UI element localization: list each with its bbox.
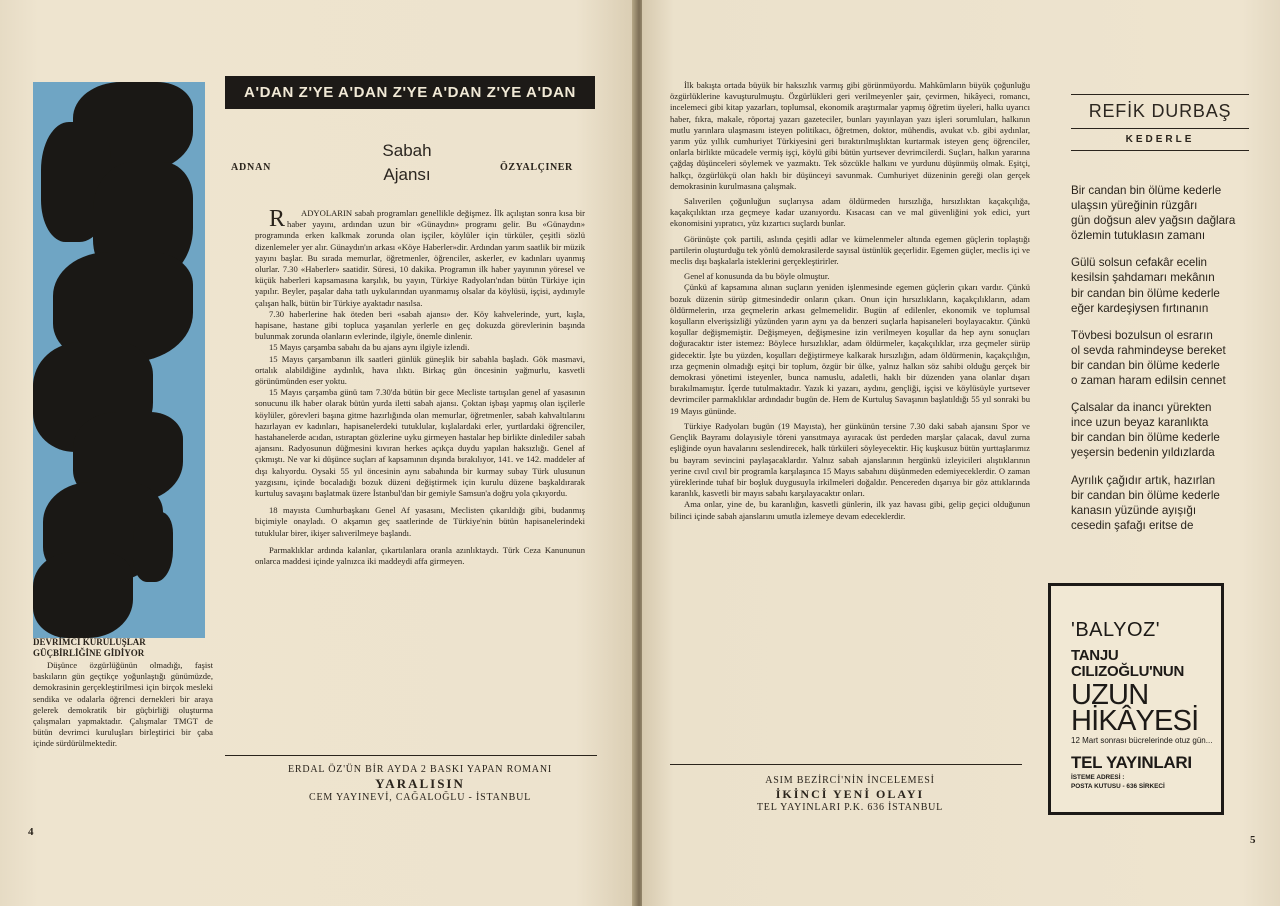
author-first-name: ADNAN bbox=[231, 162, 272, 173]
advert-book-title: UZUN HİKÂYESİ bbox=[1071, 679, 1199, 737]
divider bbox=[225, 755, 597, 756]
sidebar-heading: DEVRİMCİ KURULUŞLAR GÜÇBİRLİĞİNE GİDİYOR bbox=[33, 637, 146, 658]
article-paragraph: Parmaklıklar ardında kalanlar, çıkartılanlara oranla azınlıktaydı. Türk Ceza Kanununun onlarca maddesi içinde yalnızca iki maddeydi affa girmeyen. bbox=[255, 544, 585, 567]
advert-line: ERDAL ÖZ'ÜN BİR AYDA 2 BASKI YAPAN ROMANI bbox=[288, 764, 552, 775]
article-paragraph: İlk bakışta ortada büyük bir haksızlık varmış gibi görünmüyordu. Mahkûmların büyük çoğunluğu özgürlüklerine kavuşturulmuştu. Özgürlükleri geri verilmeyenler şair, çevirmen, hikâyeci, romancı, incelemeci gibi kitap yazarları, toplumsal, ekonomik araştırmalar yapmış öğretim üyeleri, halkı uyarıcı haber, fıkra, makale, röportaj yazarı gazeteciler, bunları yayınlayan yazı işleri sorumluları, halkının mutlu yarınlara ulaşmasını isteyen politikacı, öğretmen, doktor, mühendis, avukat v.b. gibi aydınlar, yarım yüz yıllık cumhuriyet Türkiyesini geri bıraktırılmışlıktan kurtarmak isteyen genç öğrenciler, onlarla birlikte mücadele vermiş işçi, köylü gibi bütün yurtsever devrimcilerdi. Suçları, halkın yararına çağdaş düşünceleri söylemek ve yazmaktı. Tek sözcükle halkını ve yurdunu düşünmüş olmak. Eşitçi, halkçı, özgürlükçü olan haklı bir düşünceyi savunmak. Cumhuriyet düzeninin gereği olan gerçek demokrasinin kurulmasına çalışmak. bbox=[670, 80, 1030, 191]
poem-stanza: Bir candan bin ölüme kederle ulaşsın yüreğinin rüzgârı gün doğsun alev yağsın dağlara özlemin tutuklasın zamanı bbox=[1071, 184, 1236, 243]
article-paragraph: 18 mayısta Cumhurbaşkanı Genel Af yasasını, Meclisten çıkarıldığı gibi, budanmış biçimiyle onayladı. O akşamın geç saatlerinde de Türkiye'nin bütün hapisanelerindeki tutuklular birer, ikişer salıverilmeye başlandı. bbox=[255, 505, 585, 538]
divider bbox=[1071, 150, 1249, 151]
article-continuation bbox=[670, 80, 1030, 522]
author-last-name: ÖZYALÇINER bbox=[500, 162, 573, 173]
book-advert bbox=[670, 774, 1030, 815]
book-advert-box bbox=[1048, 583, 1224, 815]
article-paragraph: Genel af konusunda da bu böyle olmuştur. bbox=[684, 271, 830, 282]
poem-body bbox=[1071, 183, 1261, 545]
poem-stanza: Gülü solsun cefakâr ecelin kesilsin şahdamarı mekânın bir candan bin ölüme kederle eğer kardeşiysen fırtınanın bbox=[1071, 256, 1220, 315]
advert-author: TANJU CILIZOĞLU'NUN bbox=[1071, 647, 1184, 680]
article-paragraph: R ADYOLARIN sabah programları genellikle değişmez. İlk açılıştan sonra kısa bir haber yayını, ardından uzun bir «Günaydın» programı gelir. Bu «Günaydın» programında erken kalkmak zorunda olan işçiler, köylüler için türküler, çeşitli sözlü dizenlemeler yer alır. Günaydın'ın arkası «Köye Haberler»dir. Ardından yarım saatlik bir müzik yayını başlar. Bu sırada memurlar, öğretmenler, öğrenciler, askerler, ev kadınları uyanmış olurlar. 7.30 «Haberler» saatidir. Süresi, 10 dakika. Programın ilk haber yayınının yöresel ve küçük haberleri kapsamasına karşılık, bu yayın, Türkiye Radyoları'ndan bütün Türkiye için yapılır. Beyler, paşalar daha tatlı uykularından uyanmamış olsalar da köylüsü, işçisi, aydınıyle çalışan halk, bütün bir Türkiye ayaktadır nasılsa. bbox=[255, 206, 585, 308]
article-body bbox=[255, 208, 585, 567]
advert-publisher: TEL YAYINLARI P.K. 636 İSTANBUL bbox=[756, 802, 944, 813]
advert-address: İSTEME ADRESİ : bbox=[1071, 774, 1125, 781]
poem-stanza: Ayrılık çağıdır artık, hazırlan bir candan bin ölüme kederle kanasın yüzünde ayışığı cesedin şafağı eritse de bbox=[1071, 473, 1220, 532]
advert-publisher: TEL YAYINLARI bbox=[1071, 753, 1192, 772]
article-paragraph: Çünkü af kapsamına alınan suçların yeniden işlenmesinde egemen güçlerin çıkarı vardır. Çünkü bozuk düzenin sürüp gitmesindedir onların çıkarı. Onun için hırsızlıkların, kaçakçılıkların, adam öldürmelerin, ırza geçmelerin arkası gelmemelidir. Bugün af edilenler, ekonomik ve toplumsal koşulların elverişsizliği yüzünden yarın aynı ya da benzeri suçlarla hapisaneleri boylayacaktır. Çünkü koşullar değişmemiştir. Değişmeyen, değişmesine izin verilmeyen koşullar da hep aynı sonuçları doğuracaktır ister istemez: Böylece hırsızlıklar, adam öldürmeler, kaçakçılıklar, ırza geçmeler sürüp gidecektir. İşte bu yüzden, koşulları değiştirmeye kalkarak hırsızlığın, adam öldürmenin, kaçakçılığın, ırza geçmenin olmadığı eşitçi bir toplum, özgür bir ülke, yalnız halkın söz sahibi olduğu gerçek bir demokrasi yönetimi isteyenler, bunca namuslu, adaletli, haklı bir düzenden yana olanlar dışarı bırakılmamıştır. İçerde tutulmaktadır. Yazık ki yazarı, aydını, gençliği, işçisi ve köylüsüyle yurtsever devrimciler parmaklıklar ardındadır bugün de. Hem de Kurtuluş Savaşının başlatıldığı 55 yıl sonraki bu 19 Mayıs gününde. bbox=[670, 282, 1030, 416]
illustration-image bbox=[33, 82, 205, 638]
article-paragraph: 15 Mayıs çarşamba sabahı da bu ajans aynı ilgiyle izlendi. bbox=[269, 342, 470, 353]
page-number: 5 bbox=[1250, 834, 1256, 846]
advert-address: POSTA KUTUSU - 636 SİRKECİ bbox=[1071, 783, 1165, 790]
article-paragraph: Ama onlar, yine de, bu karanlığın, kasvetli günlerin, ilk yaz havası gibi, gelip geçici olduğunun bilinci içinde sabah ajanslarını umutla izlemeye devam edeceklerdir. bbox=[670, 499, 1030, 521]
advert-book-title: YARALISIN bbox=[375, 776, 465, 791]
article-paragraph: 15 Mayıs çarşamba günü tam 7.30'da bütün bir gece Mecliste tartışılan genel af yasasının sonucunu ilk haber olarak bütün yurda iletti sabah ajansı. Çoktan işbaşı yapmış olan işçilerle köylüler, görevleri başına gitme hazırlığında olan memurlar, öğretmenler, sabah kahvaltılarını hazırlayan ev kadınları, hapisanelerdeki tutuklular, kışlalardaki erler, yurtlardaki öğrenciler, hastahanelerde acıdan, ıstıraptan gözlerine uyku girmeyen hastalar hep birlikte dinlediler sabah ajansını. Radyosunun düğmesini kıvıran herkes açıkça duydu yapılan haksızlığı. Genel af çıkmıştı. Ne var ki düşünce suçları af kapsamının dışında bırakılıyor, 141. ve 142. maddeler af dışı kalıyordu. Oysaki 55 yıl öncesinin aynı sabahında bir kurmay subay Türk ulusunun yazgısını, içinde bocaladığı bozuk düzeni değiştirmek için kurulu düzene başkaldırarak kurtuluş savaşını başlatmak üzere İstanbul'dan bir gemiyle Samsun'a doğru yola çıkıyordu. bbox=[255, 387, 585, 499]
advert-note: 12 Mart sonrası bücrelerinde otuz gün... bbox=[1071, 736, 1213, 745]
poem-title: KEDERLE bbox=[1125, 134, 1195, 145]
sidebar-text: Düşünce özgürlüğünün olmadığı, faşist baskıların gün geçtikçe yoğunlaştığı günümüzde, demokrasinin gerçekleştirilmesi için birçok mesleki sendika ve odalarla öğrenci dernekleri bir araya gelerek demokratik bir güçbirliği oluşturma çalışmaları yapmaktadır. Çalışmalar TMGT de bütün devrimci kuruluşları birleştirici bir çaba içinde sürdürülmektedir. bbox=[33, 660, 213, 749]
section-banner: A'DAN Z'YE A'DAN Z'YE A'DAN Z'YE A'DAN bbox=[225, 76, 595, 109]
page-number: 4 bbox=[28, 826, 34, 838]
article-paragraph: Görünüşte çok partili, aslında çeşitli adlar ve kümelenmeler altında egemen güçlerin toplaştığı partilerin oluşturduğu tek yönlü demokrasilerde sayısal üstünlük geçerlidir. Egemen güçler, meclis içi ve meclis dışı başkalarla isteklerini gerçekleştirirler. bbox=[670, 233, 1030, 267]
poem-header bbox=[1071, 94, 1249, 151]
advert-book-title: İKİNCİ YENİ OLAYI bbox=[775, 786, 925, 801]
article-paragraph: 7.30 haberlerine hak öteden beri «sabah ajansı» der. Köy kahvelerinde, yurt, kışla, hapisane, hastane gibi topluca yaşanılan yerlerle en geç dokuzda görevlerinin başında bulunmak zorunda olanların evlerinde, ilgiyle, önemle dinlenir. bbox=[255, 308, 585, 342]
advert-series-title: 'BALYOZ' bbox=[1071, 619, 1161, 641]
article-title: Sabah Ajansı bbox=[382, 141, 432, 184]
drop-cap: R bbox=[269, 206, 286, 232]
advert-line: ASIM BEZİRCİ'NİN İNCELEMESİ bbox=[765, 775, 935, 786]
book-advert bbox=[255, 763, 585, 805]
article-paragraph: Salıverilen çoğunluğun suçlarıysa adam öldürmeden hırsızlığa, hırsızlıktan kaçakçılığa, kaçakçılıktan ırza geçmeye kadar uzanıyordu. Kısacası can ve mal güvenliğini yok edici, yurt ekonomisini yıpratıcı, yüz kızartıcı suçlardı bunlar. bbox=[670, 196, 1030, 229]
poem-stanza: Çalsalar da inancı yürekten ince uzun beyaz karanlıkta bir candan bin ölüme kederle yeşersin bedenin yıldızlarda bbox=[1071, 401, 1220, 460]
article-paragraph: 15 Mayıs çarşambanın ilk saatleri günlük güneşlik bir sabahla başladı. Gök masmavi, ortalık alabildiğine aydınlık, hava ılıktı. Birkaç gün öncesinin yağmurlu, kasvetli görünümünden eser yoktu. bbox=[255, 353, 585, 387]
article-paragraph: Türkiye Radyoları bugün (19 Mayısta), her günkünün tersine 7.30 daki sabah ajansını Spor ve Gençlik Bayramı dolayısiyle töreni yansıtmaya ayıracak üst perdeden marşlar çalacak, davul zurna eşliğinde oyun havalarını seslendirecek, halk türküleri söyleyecektir. Hiç kuşkusuz bütün yurttaşlarımız bu bayram sevincini paylaşacaklardır. Yalnız sabah ajanslarının hergünkü izleyicileri alıştıklarının yerine cıvıl cıvıl bir programla karşılaşınca 15 Mayıs sabahını düşünmeden edemiyeceklerdir. O zaman yüreklerinde tuhaf bir boşluk duygusuyla irkilmeleri doğaldır. Pencereden dışarıya bir göz attıklarında karanlık, kasvetli bir mayıs sabahı karşılayacaktır onları. bbox=[670, 420, 1030, 499]
poet-name: REFİK DURBAŞ bbox=[1088, 101, 1232, 121]
poem-stanza: Tövbesi bozulsun ol esrarın ol sevda rahmindeyse bereket bir candan bin ölüme kederle o zaman haram edilsin cennet bbox=[1071, 328, 1226, 388]
advert-publisher: CEM YAYINEVİ, CAĞALOĞLU - İSTANBUL bbox=[308, 792, 532, 803]
divider bbox=[670, 764, 1022, 765]
